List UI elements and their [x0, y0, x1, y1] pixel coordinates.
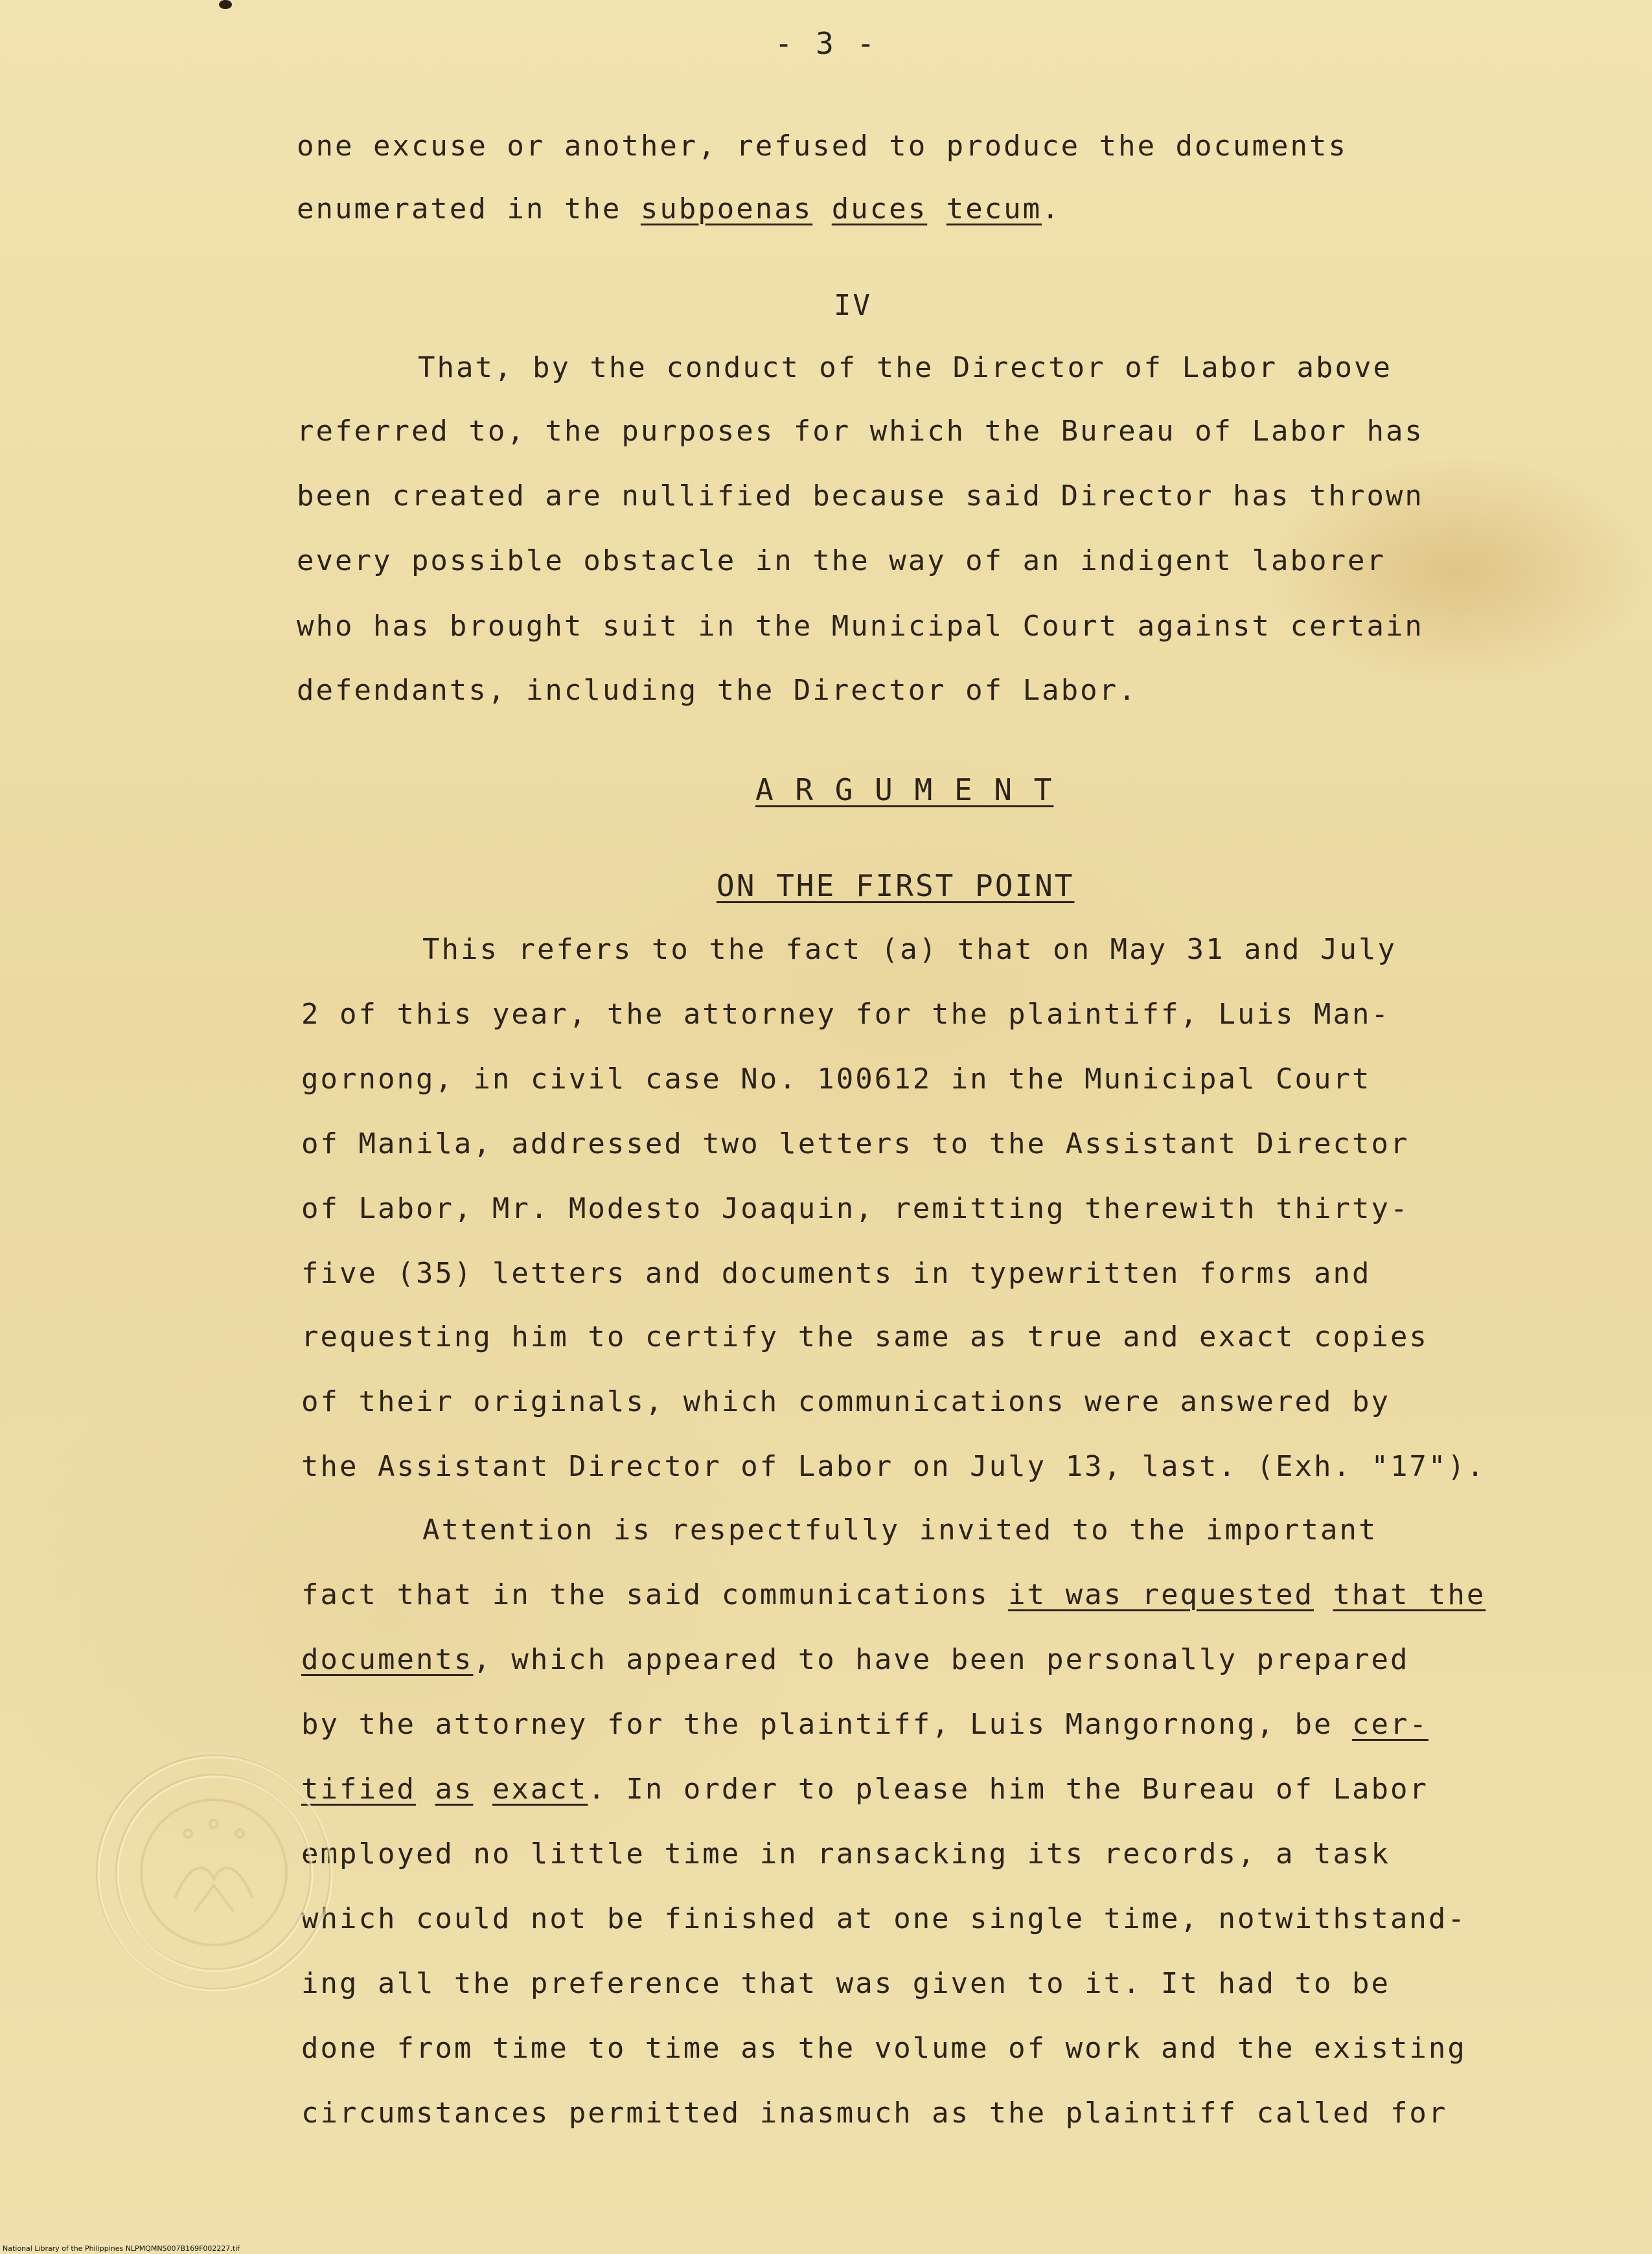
- underlined-word: as: [435, 1773, 474, 1806]
- text-line: defendants, including the Director of Labor.: [297, 674, 1138, 707]
- text-line: which could not be finished at one single time, notwithstand-: [301, 1902, 1467, 1935]
- text-line: of Labor, Mr. Modesto Joaquin, remitting therewith thirty-: [301, 1192, 1410, 1225]
- text-line: requesting him to certify the same as true and exact copies: [301, 1320, 1428, 1353]
- text-segment: fact that in the said communications: [301, 1578, 1009, 1611]
- underlined-word: documents: [301, 1643, 474, 1676]
- text-line: of their originals, which communications were answered by: [301, 1385, 1390, 1418]
- text-line: [301, 1770, 1428, 1809]
- text-line: referred to, the purposes for which the Bureau of Labor has: [297, 415, 1424, 448]
- underlined-word: tecum: [946, 192, 1042, 225]
- text-segment: , which appeared to have been personally prepared: [473, 1643, 1410, 1676]
- underlined-phrase: that the: [1333, 1578, 1486, 1611]
- text-line: This refers to the fact (a) that on May 31 and July: [422, 933, 1397, 966]
- section-numeral: IV: [834, 289, 872, 322]
- text-line: employed no little time in ransacking its records, a task: [301, 1837, 1390, 1870]
- text-line: every possible obstacle in the way of an indigent laborer: [297, 544, 1386, 577]
- text-line: done from time to time as the volume of work and the existing: [301, 2032, 1467, 2065]
- text-line: [301, 1576, 1486, 1615]
- embossed-seal-icon: [91, 1749, 337, 1995]
- text-line: That, by the conduct of the Director of Labor above: [418, 351, 1393, 384]
- text-line: [301, 1640, 1409, 1679]
- text-line: five (35) letters and documents in typewritten forms and: [301, 1257, 1371, 1290]
- argument-heading: A R G U M E N T: [755, 772, 1054, 807]
- text-line: one excuse or another, refused to produce the documents: [297, 130, 1348, 163]
- text-line: [301, 1705, 1428, 1744]
- text-line: Attention is respectfully invited to the important: [422, 1513, 1378, 1547]
- footer-caption: National Library of the Philippines NLPMQMNS007B169F002227.tif: [3, 2244, 240, 2253]
- underlined-word: duces: [831, 192, 928, 225]
- underlined-word: exact: [492, 1773, 588, 1806]
- text-line: 2 of this year, the attorney for the plaintiff, Luis Man-: [301, 998, 1390, 1031]
- text-line: ing all the preference that was given to it. It had to be: [301, 1967, 1390, 2000]
- text-line: been created are nullified because said Director has thrown: [297, 479, 1424, 512]
- ink-blot: [219, 0, 232, 9]
- underlined-word: cer-: [1351, 1708, 1428, 1741]
- text-line: who has brought suit in the Municipal Court against certain: [297, 610, 1424, 643]
- text-segment: . In order to please him the Bureau of Labor: [588, 1773, 1428, 1806]
- underlined-word: subpoenas: [640, 192, 813, 225]
- underlined-phrase: it was requested: [1008, 1578, 1314, 1611]
- page-number: - 3 -: [774, 26, 878, 61]
- underlined-word: tified: [301, 1773, 416, 1806]
- text-line: of Manila, addressed two letters to the Assistant Director: [301, 1127, 1410, 1160]
- text-segment: enumerated in the: [297, 192, 641, 225]
- first-point-heading: ON THE FIRST POINT: [717, 868, 1075, 903]
- text-line: [297, 190, 1061, 229]
- text-segment: by the attorney for the plaintiff, Luis Mangornong, be: [301, 1708, 1352, 1741]
- text-line: the Assistant Director of Labor on July 13, last. (Exh. "17").: [301, 1450, 1486, 1483]
- text-segment: .: [1042, 192, 1061, 225]
- text-line: circumstances permitted inasmuch as the plaintiff called for: [301, 2097, 1448, 2130]
- text-line: gornong, in civil case No. 100612 in the Municipal Court: [301, 1063, 1371, 1096]
